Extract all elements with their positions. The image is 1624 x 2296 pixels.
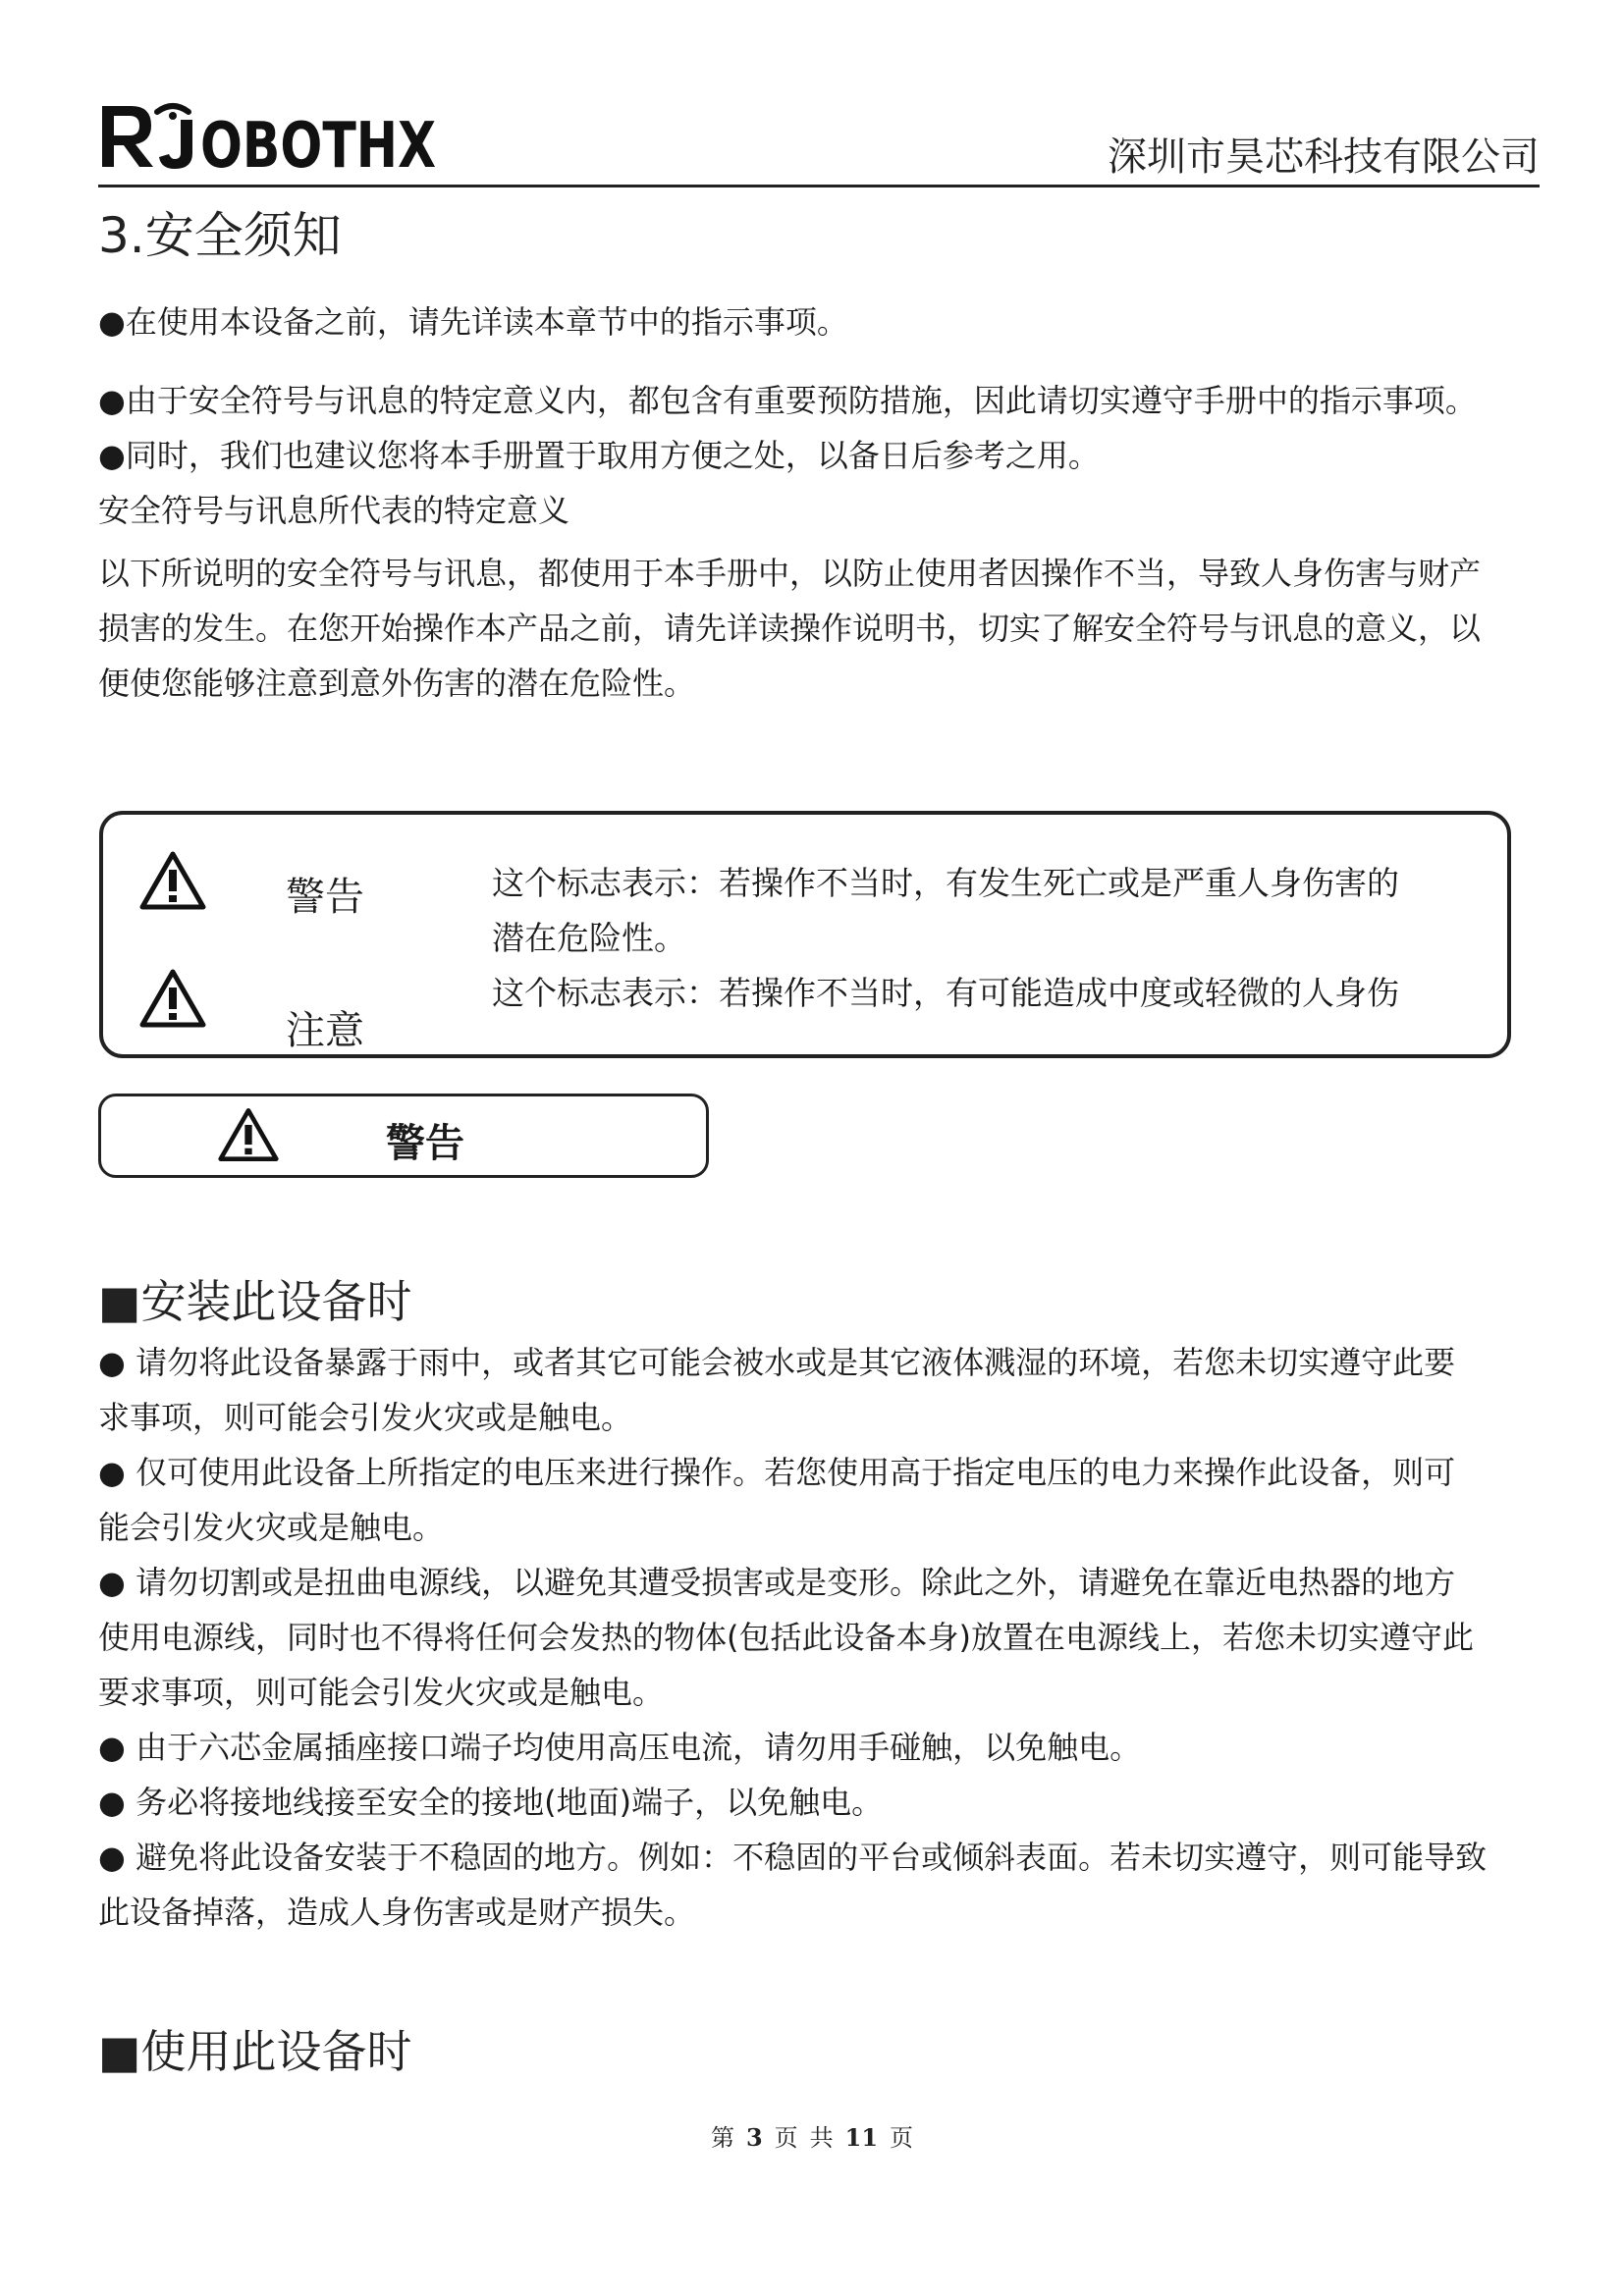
install-line: 求事项，则可能会引发火灾或是触电。 [98, 1399, 633, 1436]
page-number: 3 [745, 2123, 763, 2152]
install-line: 能会引发火灾或是触电。 [98, 1509, 445, 1546]
warning-desc-line: 这个标志表示：若操作不当时，有发生死亡或是严重人身伤害的 [492, 864, 1399, 902]
total-pages: 11 [844, 2123, 879, 2152]
company-name: 深圳市昊芯科技有限公司 [1108, 134, 1540, 180]
warning-header-label: 警告 [386, 1121, 464, 1166]
warning-header-box [98, 1094, 709, 1178]
footer-text: 页 [890, 2124, 914, 2152]
install-section-title: ■安装此设备时 [98, 1275, 412, 1328]
page-footer [0, 2118, 1624, 2153]
use-section-title: ■使用此设备时 [98, 2025, 412, 2078]
footer-text: 共 [809, 2124, 834, 2152]
install-line: ● 由于六芯金属插座接口端子均使用高压电流，请勿用手碰触，以免触电。 [98, 1729, 1142, 1766]
install-line: ● 务必将接地线接至安全的接地(地面)端子，以免触电。 [98, 1784, 884, 1821]
install-line: ● 避免将此设备安装于不稳固的地方。例如：不稳固的平台或倾斜表面。若未切实遵守，则可能导致 [98, 1839, 1488, 1876]
caution-desc-line: 这个标志表示：若操作不当时，有可能造成中度或轻微的人身伤 [492, 974, 1399, 1012]
warning-description [492, 856, 1435, 966]
install-line: ● 请勿将此设备暴露于雨中，或者其它可能会被水或是其它液体溅湿的环境，若您未切实遵守此要 [98, 1344, 1456, 1381]
explain-line-1: 以下所说明的安全符号与讯息，都使用于本手册中，以防止使用者因操作不当，导致人身伤害与财产 [98, 555, 1482, 592]
install-line: 要求事项，则可能会引发火灾或是触电。 [98, 1674, 665, 1711]
caution-label: 注意 [286, 1008, 364, 1053]
footer-text: 页 [774, 2124, 798, 2152]
intro-line-2: ●由于安全符号与讯息的特定意义内，都包含有重要预防措施，因此请切实遵守手册中的指示事项。 [98, 382, 1477, 419]
footer-text: 第 [710, 2124, 734, 2152]
warning-triangle-icon [217, 1106, 280, 1163]
section-title: 3.安全须知 [98, 207, 342, 264]
robothx-logo [98, 98, 442, 183]
warning-label: 警告 [286, 875, 364, 920]
caution-description [492, 966, 1435, 1021]
intro-line-3: ●同时，我们也建议您将本手册置于取用方便之处，以备日后参考之用。 [98, 437, 1100, 474]
intro-subheading: 安全符号与讯息所代表的特定意义 [98, 492, 570, 529]
warning-triangle-icon [138, 850, 207, 911]
intro-line-1: ●在使用本设备之前，请先详读本章节中的指示事项。 [98, 303, 848, 341]
header-divider [98, 185, 1540, 187]
page-header [98, 88, 1540, 187]
explain-line-3: 便使您能够注意到意外伤害的潜在危险性。 [98, 665, 696, 702]
install-line: ● 请勿切割或是扭曲电源线，以避免其遭受损害或是变形。除此之外，请避免在靠近电热器的地方 [98, 1564, 1456, 1601]
safety-symbol-notice-box [99, 811, 1511, 1058]
install-line: 使用电源线，同时也不得将任何会发热的物体(包括此设备本身)放置在电源线上，若您未切实遵守此 [98, 1619, 1474, 1656]
install-line: 此设备掉落，造成人身伤害或是财产损失。 [98, 1894, 696, 1931]
svg-text:OBOTHX: OBOTHX [200, 110, 436, 183]
explain-line-2: 损害的发生。在您开始操作本产品之前，请先详读操作说明书，切实了解安全符号与讯息的意义，以 [98, 610, 1482, 647]
warning-triangle-icon [138, 968, 207, 1029]
install-line: ● 仅可使用此设备上所指定的电压来进行操作。若您使用高于指定电压的电力来操作此设备，则可 [98, 1454, 1456, 1491]
warning-desc-line: 潜在危险性。 [492, 919, 686, 957]
